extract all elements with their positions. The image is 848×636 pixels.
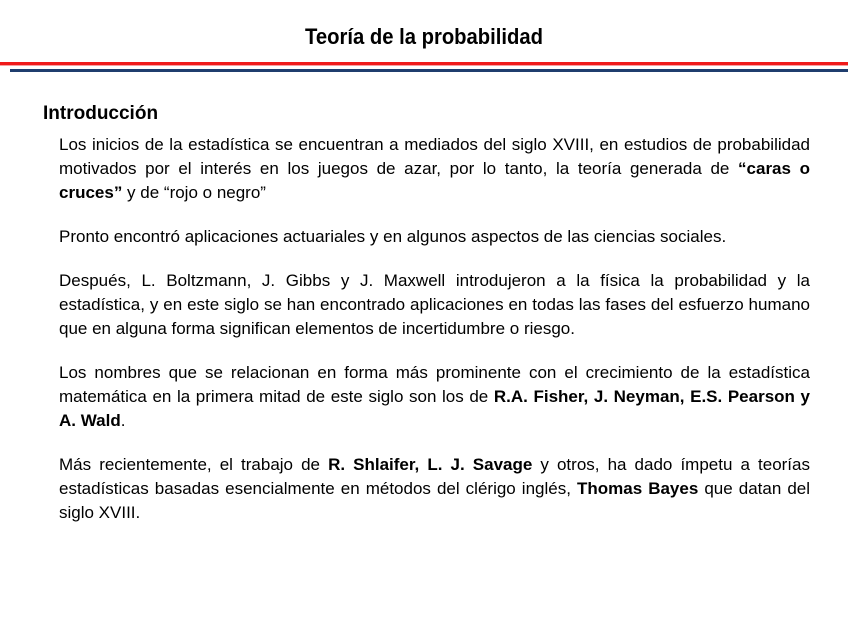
bold-text: Thomas Bayes	[576, 479, 699, 498]
paragraph	[59, 225, 810, 249]
text-segment: Pronto encontró aplicaciones actuariales y en algunos aspectos de las ciencias sociales.	[59, 227, 727, 246]
page-title: Teoría de la probabilidad	[304, 24, 544, 49]
text-segment: Más recientemente, el trabajo de	[59, 455, 329, 474]
text-segment: Después, L. Boltzmann, J. Gibbs y J. Maxwell introdujeron a la física la probabilidad y la estadística, y en este siglo se han encontrado aplicaciones en todas las fases del esfuerzo humano que en alguna forma significan elementos de incertidumbre o riesgo.	[59, 271, 810, 338]
bold-text: R.A. Fisher, J. Neyman, E.S. Pearson y A. Wald	[59, 387, 810, 430]
text-segment: Los nombres que se relacionan en forma más prominente con el crecimiento de la estadística matemática en la primera mitad de este siglo son los de	[59, 363, 810, 406]
header-divider-blue	[10, 69, 848, 72]
text-segment: y otros, ha dado ímpetu a teorías estadísticas basadas esencialmente en métodos del clérigo inglés,	[59, 455, 810, 498]
body-text	[59, 133, 810, 545]
section-heading: Introducción	[43, 103, 159, 124]
bold-text: R. Shlaifer, L. J. Savage	[328, 455, 533, 474]
paragraph	[59, 453, 810, 525]
text-segment: Los inicios de la estadística se encuentran a mediados del siglo XVIII, en estudios de probabilidad motivados por el interés en los juegos de azar, por lo tanto, la teoría generada de	[59, 135, 810, 178]
paragraph	[59, 133, 810, 205]
header-divider-red-shadow	[0, 65, 848, 66]
bold-text: “caras o cruces”	[59, 159, 811, 202]
text-segment: .	[120, 411, 126, 430]
paragraph	[59, 269, 810, 341]
paragraph	[59, 361, 810, 433]
text-segment: que datan del siglo XVIII.	[59, 479, 810, 522]
text-segment: y de “rojo o negro”	[122, 183, 266, 202]
